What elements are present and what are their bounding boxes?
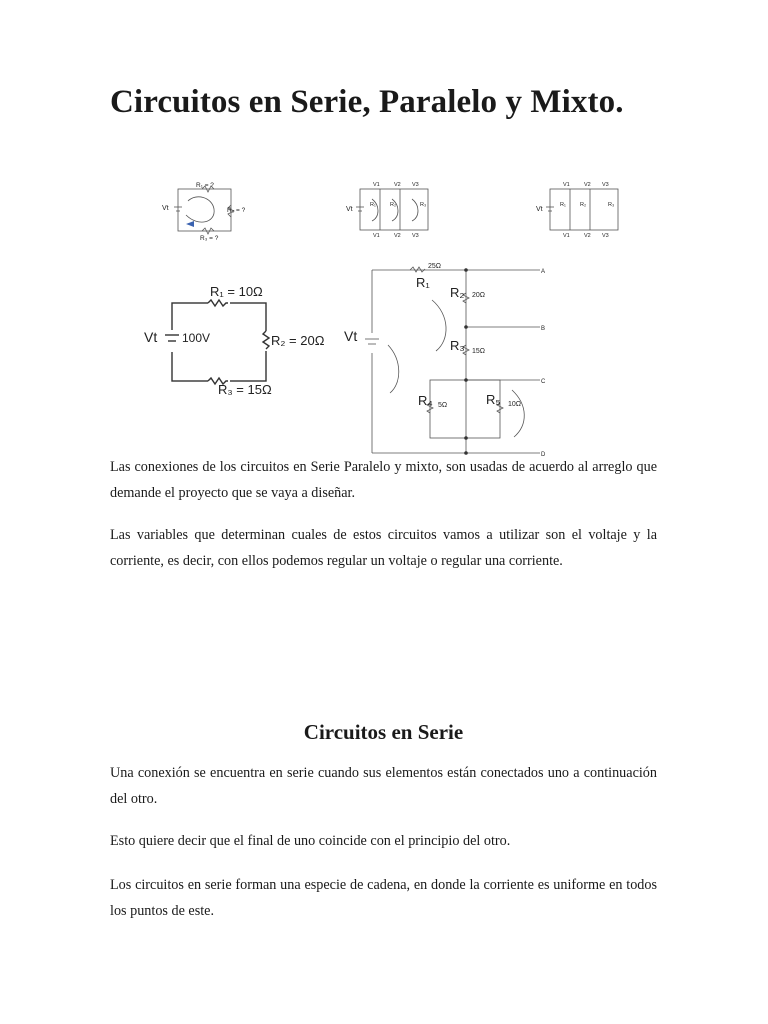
small-series-r1-label: R₁ = ?: [196, 182, 214, 189]
small-mixed-top-v1: V1: [563, 182, 570, 188]
small-mixed-top-v2: V2: [584, 182, 591, 188]
big-mixed-r3-value: 15Ω: [472, 348, 486, 355]
small-parallel-r1: R₁: [370, 202, 376, 208]
small-parallel-vt-label: Vt: [346, 206, 353, 213]
small-parallel-top-v2: V2: [394, 182, 401, 188]
big-mixed-node-c: C: [541, 379, 546, 385]
big-mixed-circuit: [344, 263, 546, 458]
circuit-diagrams-figure: [110, 175, 656, 460]
page-title: Circuitos en Serie, Paralelo y Mixto.: [110, 84, 624, 120]
small-series-vt-label: Vt: [162, 205, 169, 212]
intro-paragraph-2: Las variables que determinan cuales de estos circuitos vamos a utilizar son el voltaje y la corriente, es decir, con ellos podemos regular un voltaje o regular una corriente.: [110, 527, 657, 569]
small-series-r2-label: R₂ = ?: [227, 207, 246, 214]
section-paragraph-1: Una conexión se encuentra en serie cuando sus elementos están conectados uno a continuación del otro.: [110, 765, 657, 807]
small-parallel-r3: R₃: [420, 202, 427, 208]
small-mixed-bottom-v2: V2: [584, 233, 591, 239]
intro-paragraph-1: Las conexiones de los circuitos en Serie Paralelo y mixto, son usadas de acuerdo al arreglo que demande el proyecto que se vaya a diseñar.: [110, 459, 657, 501]
section-heading: Circuitos en Serie: [303, 720, 464, 744]
big-mixed-vt-label: Vt: [344, 328, 358, 344]
small-parallel-bottom-v1: V1: [373, 233, 380, 239]
small-mixed-top-v3: V3: [602, 182, 609, 188]
big-mixed-r5-value: 10Ω: [508, 401, 522, 408]
big-mixed-r2-value: 20Ω: [472, 292, 486, 299]
small-parallel-top-v1: V1: [373, 182, 380, 188]
small-mixed-bottom-v3: V3: [602, 233, 609, 239]
section-paragraph-2: Esto quiere decir que el final de uno coincide con el principio del otro.: [110, 833, 511, 849]
big-mixed-r1-value: 25Ω: [428, 263, 442, 270]
small-parallel-bottom-v3: V3: [412, 233, 419, 239]
small-parallel-r2: R₂: [390, 202, 397, 208]
big-mixed-r2-label: R₂: [450, 285, 465, 300]
small-series-r3-label: R₃ = ?: [200, 235, 219, 242]
big-mixed-node-d: D: [541, 452, 546, 458]
small-mixed-r2: R₂: [580, 202, 587, 208]
big-series-r1-label: R₁ = 10Ω: [210, 284, 263, 299]
small-series-circuit: [162, 182, 246, 242]
small-mixed-bottom-v1: V1: [563, 233, 570, 239]
big-series-r2-label: R₂ = 20Ω: [271, 333, 325, 348]
small-parallel-bottom-v2: V2: [394, 233, 401, 239]
big-mixed-r4-value: 5Ω: [438, 402, 448, 409]
big-mixed-r3-label: R₃: [450, 338, 465, 353]
big-series-vt-label: Vt: [144, 329, 158, 345]
section-paragraph-3: Los circuitos en serie forman una especie de cadena, en donde la corriente es uniforme en todos los puntos de este.: [110, 877, 657, 919]
big-series-r3-label: R₃ = 15Ω: [218, 382, 272, 397]
small-parallel-top-v3: V3: [412, 182, 419, 188]
big-mixed-node-a: A: [541, 269, 546, 275]
big-mixed-r4-label: R₄: [418, 393, 433, 408]
small-parallel-circuit: [346, 182, 428, 239]
big-mixed-r1-label: R₁: [416, 275, 430, 290]
small-mixed-vt-label: Vt: [536, 206, 543, 213]
big-series-source-value: 100V: [182, 331, 211, 345]
circuit-diagrams-svg: [110, 175, 656, 460]
big-mixed-node-b: B: [541, 326, 546, 332]
small-mixed-r3: R₃: [608, 202, 615, 208]
small-mixed-circuit: [536, 182, 618, 239]
big-mixed-r5-label: R₅: [486, 392, 501, 407]
small-mixed-r1: R₁: [560, 202, 566, 208]
big-series-circuit: [144, 284, 325, 397]
